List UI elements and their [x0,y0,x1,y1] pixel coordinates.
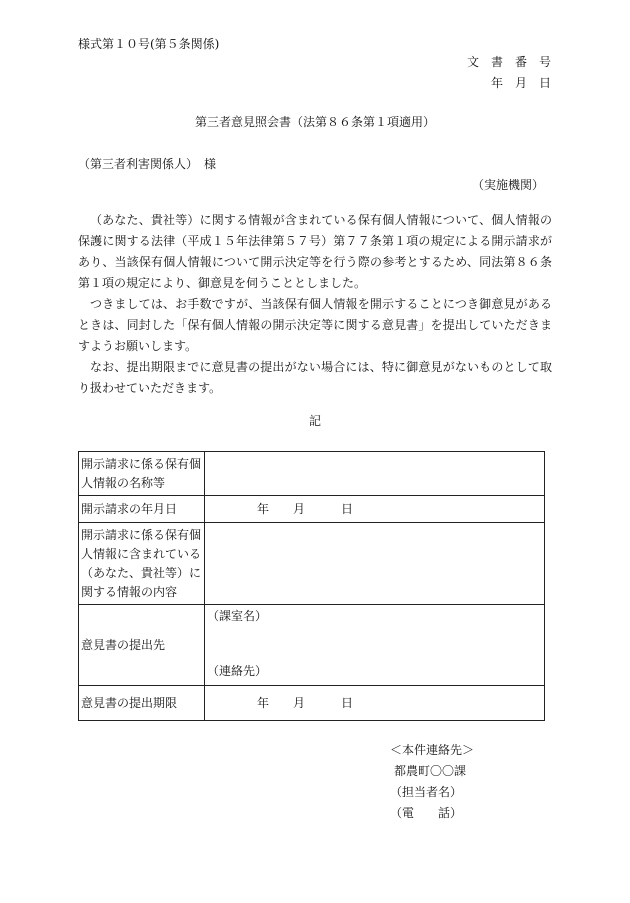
row-value-deadline [205,686,545,721]
row-label-destination: 意見書の提出先 [79,605,205,686]
paragraph: なお、提出期限までに意見書の提出がない場合には、特に御意見がないものとして取り扱わせていただきます。 [78,360,552,395]
paragraph: （あなた、貴社等）に関する情報が含まれている保有個人情報について、個人情報の保護に関する法律（平成１５年法律第５７号）第７７条第１項の規定による開示請求があり、当該保有個人情報について開示決定等を行う際の参考とするため、同法第８６条第１項の規定により、御意見を伺うこととしました。 [78,213,552,290]
year-label: 年 [257,695,270,710]
doc-number: 文 書 番 号 [466,55,551,69]
paragraph: つきましては、お手数ですが、当該保有個人情報を開示することにつき御意見があるときは、同封した「保有個人情報の開示決定等に関する意見書」を提出していただきますようお願いします。 [78,297,552,353]
row-label-name: 開示請求に係る保有個人情報の名称等 [79,452,205,496]
body-text [78,210,552,399]
row-label-request-date: 開示請求の年月日 [79,496,205,523]
row-label-deadline: 意見書の提出期限 [79,686,205,721]
contact-header: ＜本件連絡先＞ [390,743,475,757]
table-row [79,686,545,721]
addressee: （第三者利害関係人） 様 [78,157,217,171]
ki-heading: 記 [309,414,322,428]
doc-date: 年 月 日 [490,76,551,90]
day-label: 日 [341,695,354,710]
form-id: 様式第１０号(第５条関係) [78,37,220,51]
info-table [78,451,545,721]
table-row [79,496,545,523]
row-label-content: 開示請求に係る保有個人情報に含まれている（あなた、貴社等）に関する情報の内容 [79,523,205,605]
row-value-content [205,523,545,605]
document-title: 第三者意見照会書（法第８６条第１項適用） [194,115,435,129]
contact-person: （担当者名） [390,785,463,799]
row-value-destination [205,605,545,686]
month-label: 月 [293,695,306,710]
contact-phone: （電 話） [390,806,463,820]
table-row [79,605,545,686]
contact-label: （連絡先） [207,664,268,678]
table-row [79,523,545,605]
contact-dept: 都農町〇〇課 [394,764,467,778]
year-label: 年 [257,501,270,516]
table-row [79,452,545,496]
row-value-request-date [205,496,545,523]
section-name-label: （課室名） [207,609,268,623]
day-label: 日 [341,501,354,516]
contact-block [390,740,474,824]
sender: （実施機関） [471,178,544,192]
row-value-name [205,452,545,496]
doc-number-block [467,52,551,94]
month-label: 月 [293,501,306,516]
